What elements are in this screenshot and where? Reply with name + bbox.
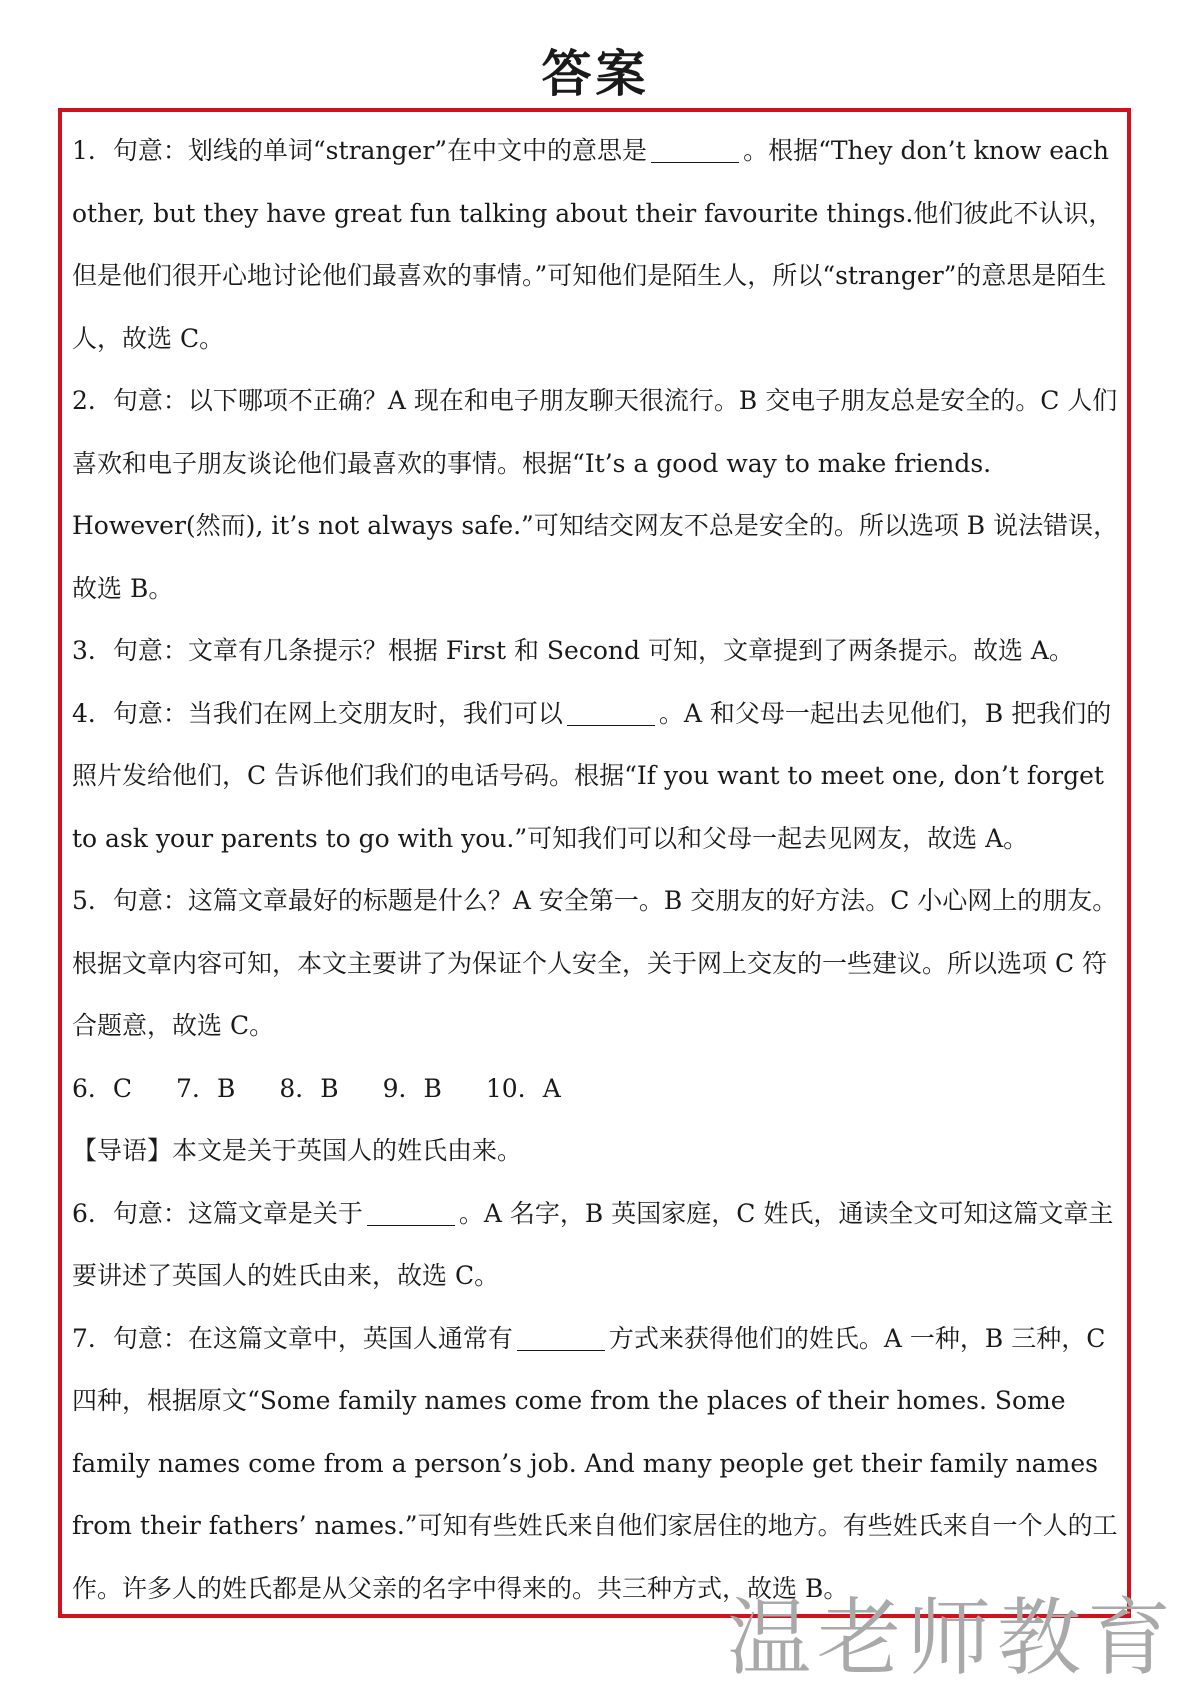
answer-text: 。A 名字，B 英国家庭，C 姓氏，通读全文可知这篇文章主要讲述了英国人的姓氏由来，故选 C。 — [72, 1198, 1114, 1290]
quick-answer: 6．C — [72, 1073, 133, 1103]
fill-blank — [651, 136, 739, 163]
answer-paragraph-3 — [72, 620, 1122, 683]
answer-text: 6．句意：这篇文章是关于 — [72, 1198, 363, 1228]
watermark-logo: 温老师教育 — [726, 1589, 1177, 1687]
answer-text: 。A 和父母一起出去见他们，B 把我们的照片发给他们，C 告诉他们我们的电话号码。根据“If you want to meet one, don’t forget to ask your parents to go with you.”可知我们可以和父母一起去见网友，故选 A。 — [72, 698, 1112, 853]
quick-answer: 9．B — [382, 1073, 442, 1103]
quick-answer: 7．B — [176, 1073, 236, 1103]
answer-text: 2．句意：以下哪项不正确？A 现在和电子朋友聊天很流行。B 交电子朋友总是安全的。C 人们喜欢和电子朋友谈论他们最喜欢的事情。根据“It’s a good way to make friends. However(然而), it’s not always safe.”可知结交网友不总是安全的。所以选项 B 说法错误，故选 B。 — [72, 386, 1119, 603]
answer-content — [72, 120, 1122, 1620]
answer-paragraph-7 — [72, 1308, 1122, 1621]
answer-text: 7．句意：在这篇文章中，英国人通常有 — [72, 1323, 513, 1353]
answer-paragraph-6 — [72, 1183, 1122, 1308]
answer-paragraph-2 — [72, 370, 1122, 620]
answer-text: 5．句意：这篇文章最好的标题是什么？A 安全第一。B 交朋友的好方法。C 小心网上的朋友。根据文章内容可知，本文主要讲了为保证个人安全，关于网上交友的一些建议。所以选项 C 符合题意，故选 C。 — [72, 886, 1118, 1040]
quick-answer: 8．B — [279, 1073, 339, 1103]
fill-blank — [567, 699, 655, 726]
guide-text: 【导语】本文是关于英国人的姓氏由来。 — [72, 1136, 523, 1165]
answer-text: 方式来获得他们的姓氏。A 一种，B 三种，C 四种，根据原文“Some family names come from the places of their homes. Some family names come from a person’s job. And many people get their family names from their fathers’ names.”可知有些姓氏来自他们家居住的地方。有些姓氏来自一个人的工作。许多人的姓氏都是从父亲的名字中得来的。共三种方式，故选 B。 — [72, 1323, 1118, 1603]
answer-paragraph-4 — [72, 683, 1122, 871]
answer-paragraph-5 — [72, 870, 1122, 1058]
answer-text: 1．句意：划线的单词“stranger”在中文中的意思是 — [72, 136, 648, 165]
answer-paragraph-1 — [72, 120, 1122, 370]
fill-blank — [517, 1324, 605, 1351]
answer-text: 。根据“They don’t know each other, but they have great fun talking about their favourite things.他们彼此不认识，但是他们很开心地讨论他们最喜欢的事情。”可知他们是陌生人，所以“stranger”的意思是陌生人，故选 C。 — [72, 136, 1114, 353]
page-title: 答案 — [541, 45, 650, 103]
quick-answers-row — [72, 1058, 1122, 1121]
answer-text: 3．句意：文章有几条提示？根据 First 和 Second 可知，文章提到了两条提示。故选 A。 — [72, 636, 1074, 665]
quick-answer: 10．A — [485, 1073, 561, 1103]
answer-text: 4．句意：当我们在网上交朋友时，我们可以 — [72, 698, 563, 728]
fill-blank — [367, 1199, 455, 1226]
